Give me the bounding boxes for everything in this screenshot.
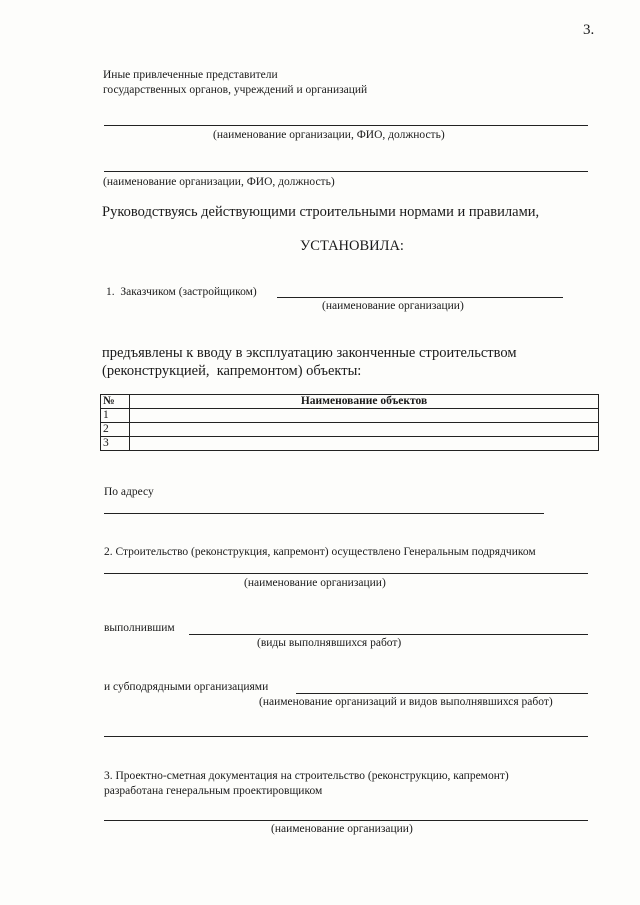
subcontractors-label: и субподрядными организациями xyxy=(104,681,269,693)
column-header-number: № xyxy=(101,395,130,409)
representative-field-1[interactable] xyxy=(104,125,588,126)
representative-caption-2: (наименование организации, ФИО, должность) xyxy=(103,176,335,188)
performed-label: выполнившим xyxy=(104,622,175,634)
general-designer-field[interactable] xyxy=(104,820,588,821)
object-name-cell[interactable] xyxy=(130,423,599,437)
object-name-cell[interactable] xyxy=(130,437,599,451)
object-name-cell[interactable] xyxy=(130,409,599,423)
section3-line-1: 3. Проектно-сметная документация на строительство (реконструкцию, капремонт) xyxy=(104,770,509,782)
table-row xyxy=(101,409,599,423)
column-header-name: Наименование объектов xyxy=(130,395,599,409)
section3-caption: (наименование организации) xyxy=(271,823,413,835)
section3-line-2: разработана генеральным проектировщиком xyxy=(104,785,323,797)
section2-caption-subs: (наименование организаций и видов выполнявшихся работ) xyxy=(259,696,553,708)
address-field[interactable] xyxy=(104,513,544,514)
representative-field-2[interactable] xyxy=(104,171,588,172)
section1-caption: (наименование организации) xyxy=(322,300,464,312)
guided-text: Руководствуясь действующими строительными нормами и правилами, xyxy=(102,204,540,220)
subcontractors-field[interactable] xyxy=(296,693,588,694)
address-label: По адресу xyxy=(104,486,154,498)
row-number: 2 xyxy=(101,423,130,437)
presented-line-2: (реконструкцией, капремонтом) объекты: xyxy=(102,363,362,379)
intro-line-1: Иные привлеченные представители xyxy=(103,69,278,81)
subcontractors-field-continued[interactable] xyxy=(104,736,588,737)
page-number: 3. xyxy=(583,22,595,38)
section1-label: 1. Заказчиком (застройщиком) xyxy=(106,286,257,298)
performed-works-field[interactable] xyxy=(189,634,588,635)
row-number: 3 xyxy=(101,437,130,451)
section2-text: 2. Строительство (реконструкция, капремонт) осуществлено Генеральным подрядчиком xyxy=(104,546,536,558)
row-number: 1 xyxy=(101,409,130,423)
presented-line-1: предъявлены к вводу в эксплуатацию законченные строительством xyxy=(102,345,517,361)
general-contractor-field[interactable] xyxy=(104,573,588,574)
table-row xyxy=(101,423,599,437)
intro-line-2: государственных органов, учреждений и организаций xyxy=(103,84,368,96)
objects-table xyxy=(100,394,599,451)
customer-field[interactable] xyxy=(277,297,563,298)
section2-caption-works: (виды выполнявшихся работ) xyxy=(257,637,402,649)
table-row xyxy=(101,437,599,451)
table-header-row xyxy=(101,395,599,409)
section2-caption-org: (наименование организации) xyxy=(244,577,386,589)
representative-caption-1: (наименование организации, ФИО, должность) xyxy=(213,129,445,141)
decision-heading: УСТАНОВИЛА: xyxy=(300,238,404,254)
